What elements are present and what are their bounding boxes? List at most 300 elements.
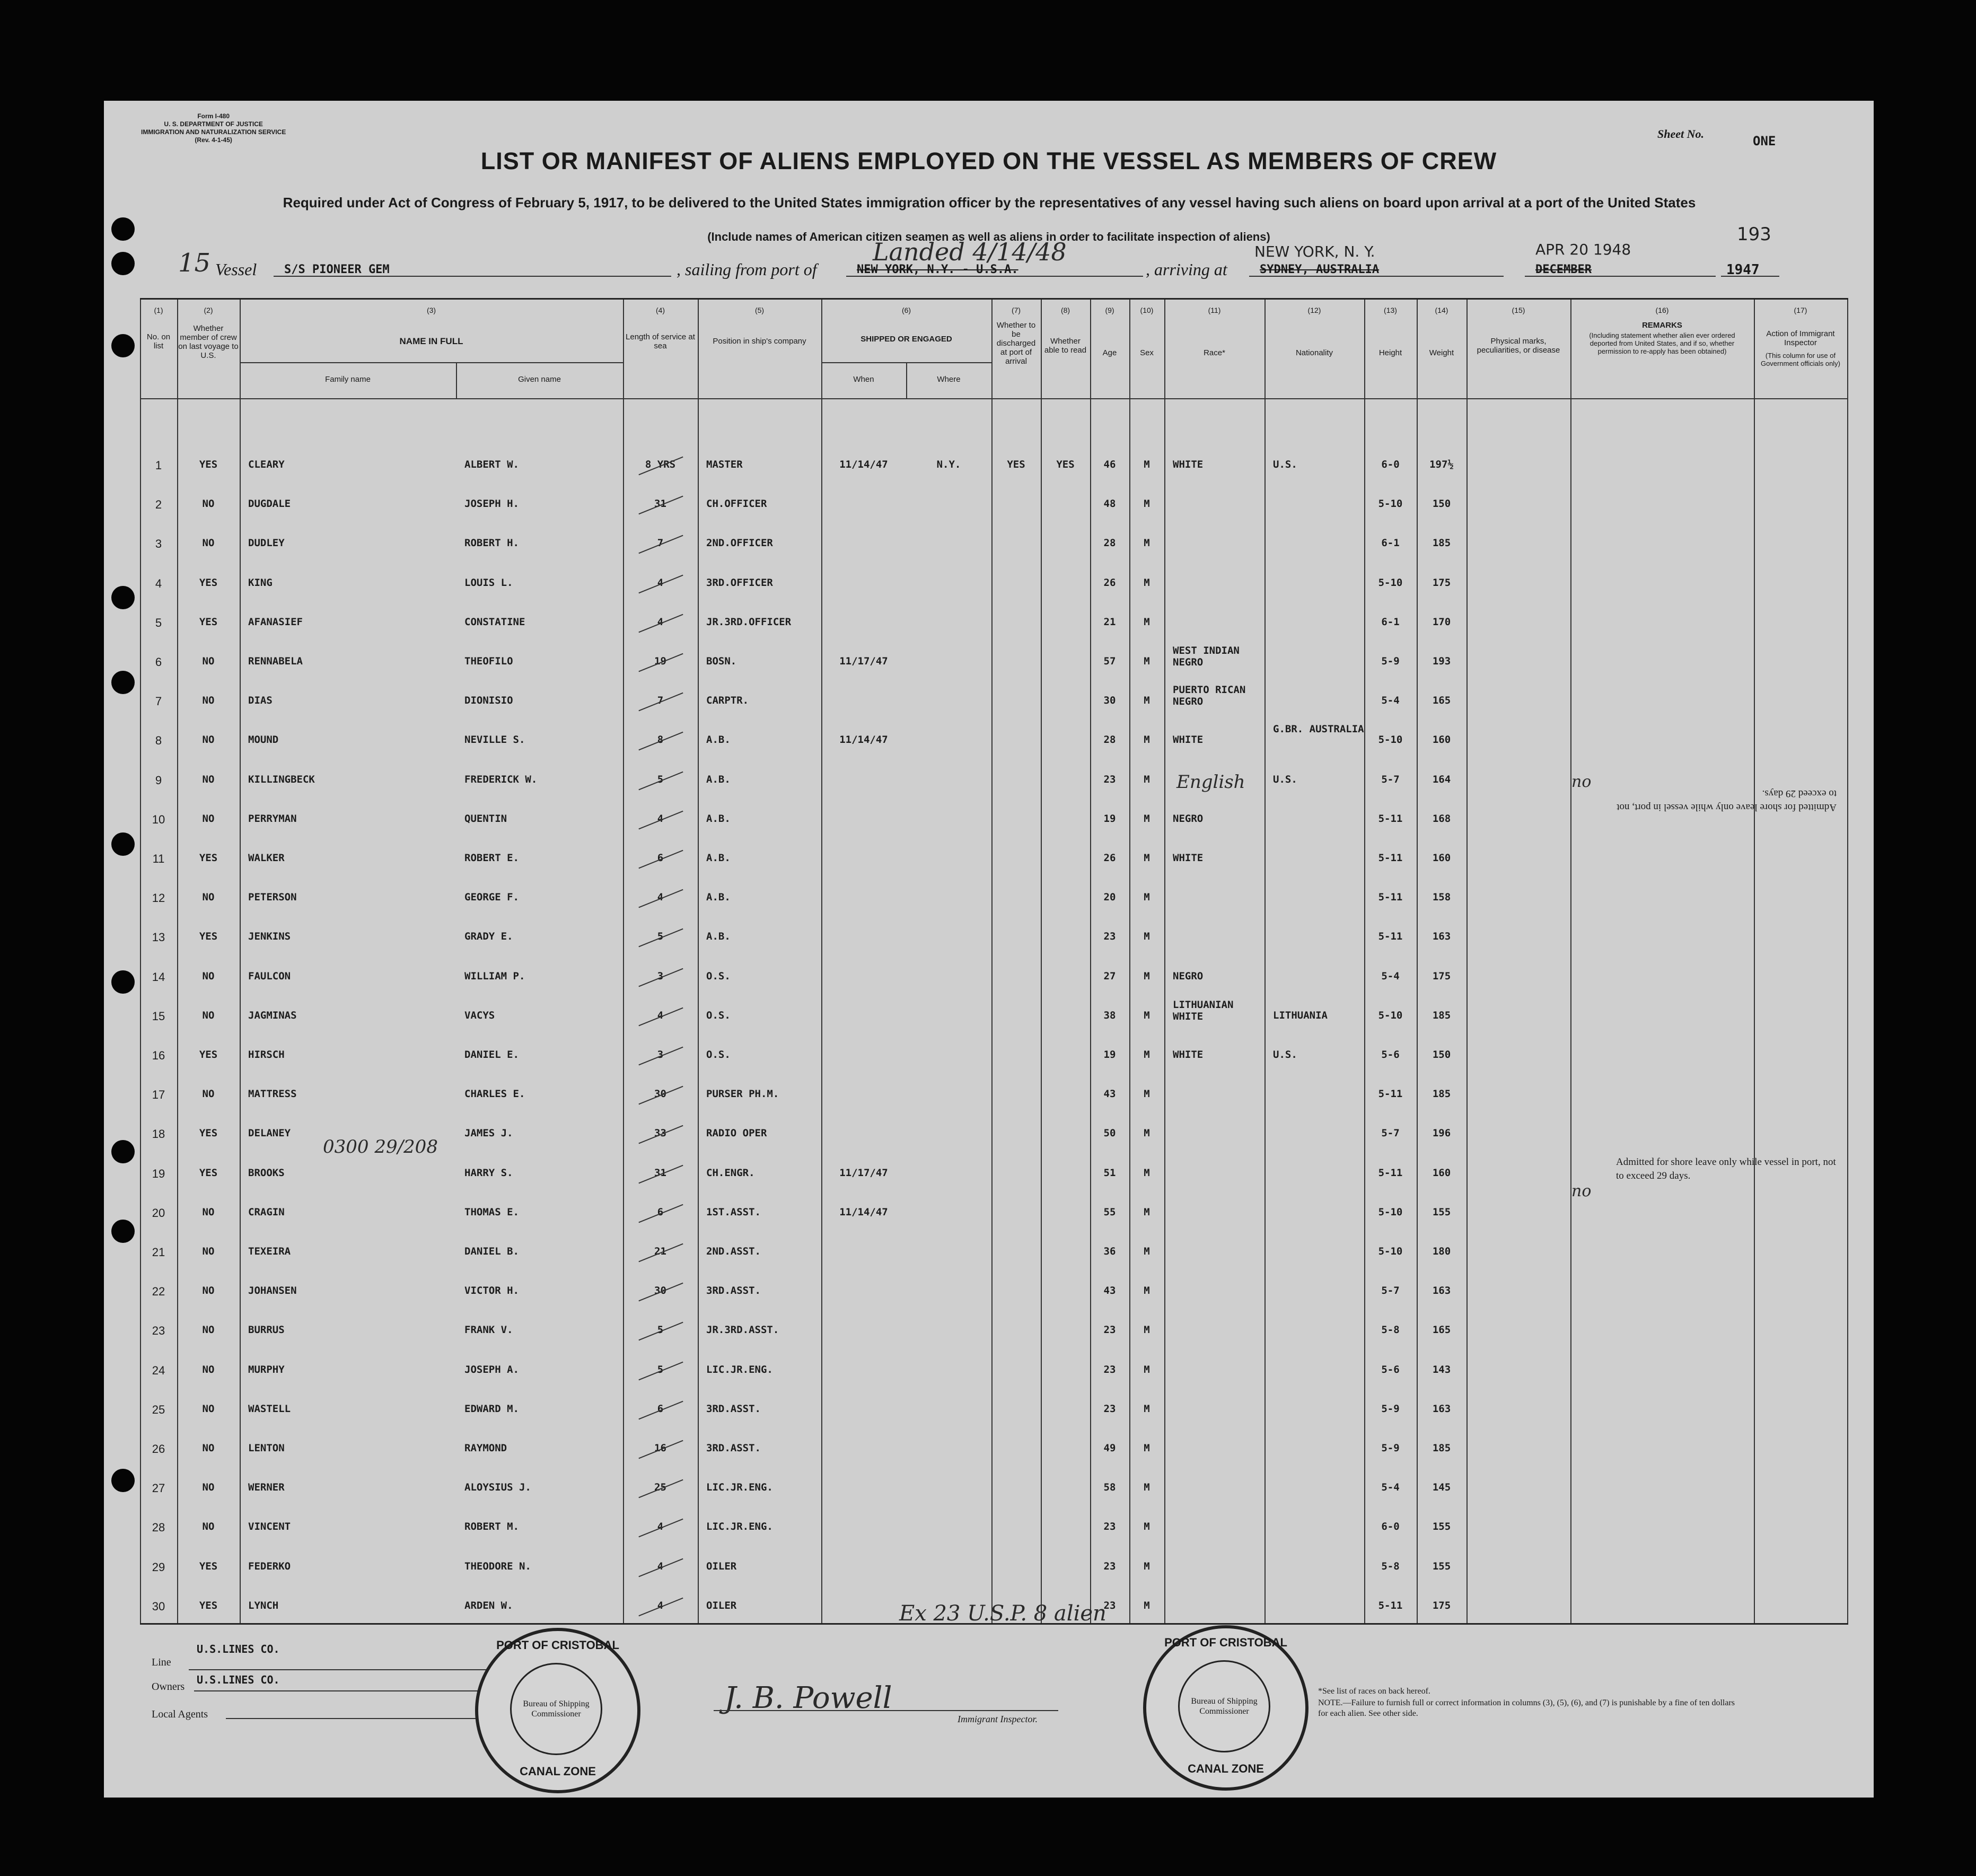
cell-weight: 155 — [1432, 1560, 1451, 1572]
cell-shipped-when: 11/14/47 — [839, 1206, 888, 1218]
table-row — [140, 1516, 1848, 1556]
table-row — [140, 769, 1848, 809]
cell-row-number: 14 — [152, 970, 165, 984]
col-header-service: Length of service at sea — [626, 332, 695, 350]
cell-height: 5-11 — [1378, 1088, 1403, 1100]
cell-row-number: 17 — [152, 1088, 165, 1102]
cell-row-number: 7 — [155, 695, 162, 708]
cell-age: 36 — [1103, 1246, 1116, 1257]
cell-weight: 193 — [1432, 655, 1451, 667]
punch-hole — [111, 671, 135, 694]
cell-given-name: ALOYSIUS J. — [464, 1481, 531, 1494]
cell-height: 5-11 — [1378, 931, 1403, 943]
inspector-action-mirrored: Admitted for shore leave only while vessel in port, not to exceed 29 days. — [1617, 788, 1837, 813]
owners-value: U.S.LINES CO. — [197, 1673, 280, 1686]
cell-weight: 185 — [1432, 1088, 1451, 1100]
col-14-number: (14) — [1435, 306, 1448, 314]
cell-family-name: BURRUS — [248, 1324, 285, 1336]
cell-sex: M — [1144, 1206, 1150, 1218]
vessel-label: Vessel — [215, 260, 257, 279]
landed-handwritten-note: Landed 4/14/48 — [873, 238, 1067, 266]
cell-given-name: VICTOR H. — [464, 1285, 519, 1297]
page-stamp-number: 193 — [1737, 224, 1771, 245]
cell-age: 21 — [1103, 616, 1116, 628]
col-header-remarks: REMARKS — [1642, 321, 1682, 330]
cell-service-length: 4 — [657, 576, 664, 589]
cell-age: 46 — [1103, 459, 1116, 470]
cell-service-length: 21 — [654, 1246, 666, 1257]
voyage-mark: 15 — [178, 248, 211, 278]
cell-nationality: U.S. — [1273, 1049, 1297, 1060]
penalty-note: NOTE.—Failure to furnish full or correct information in columns (3), (5), (6), and (7) is punishable by a fine of ten dollars for each alien. See other side. — [1318, 1698, 1735, 1718]
inspector-signature: J. B. Powell — [724, 1681, 892, 1715]
cell-sex: M — [1144, 616, 1150, 628]
cell-family-name: FAULCON — [248, 970, 291, 982]
cell-nationality: G.BR. AUSTRALIA — [1273, 723, 1364, 735]
table-row — [140, 926, 1848, 966]
cell-row-number: 18 — [152, 1127, 165, 1141]
col-header-name: NAME IN FULL — [399, 336, 463, 346]
cell-row-number: 11 — [152, 852, 165, 865]
cell-height: 5-4 — [1381, 1481, 1400, 1494]
punch-hole — [111, 334, 135, 357]
cell-given-name: VACYS — [464, 1009, 495, 1021]
cell-previous-voyage: YES — [199, 616, 218, 628]
cell-service-length: 16 — [654, 1442, 666, 1454]
cell-weight: 175 — [1432, 970, 1451, 982]
stamp-date: APR 20 1948 — [1535, 241, 1631, 258]
cell-previous-voyage: NO — [202, 1442, 215, 1454]
cell-age: 43 — [1103, 1088, 1116, 1100]
cell-row-number: 9 — [155, 773, 162, 787]
cell-family-name: PETERSON — [248, 891, 297, 904]
cell-previous-voyage: YES — [199, 1599, 218, 1611]
cell-previous-voyage: YES — [199, 852, 218, 864]
cell-sex: M — [1144, 498, 1150, 510]
table-row — [140, 1556, 1848, 1596]
cell-row-number: 3 — [155, 537, 162, 551]
cell-sex: M — [1144, 852, 1150, 864]
cell-position: A.B. — [706, 773, 731, 785]
cell-weight: 150 — [1432, 1049, 1451, 1060]
cell-height: 5-9 — [1381, 1442, 1400, 1454]
cell-age: 23 — [1103, 773, 1116, 785]
inspector-label: Immigrant Inspector. — [958, 1714, 1038, 1724]
col-header-shipped: SHIPPED OR ENGAGED — [860, 335, 952, 344]
cell-service-length: 31 — [654, 498, 666, 510]
cell-row-number: 27 — [152, 1481, 165, 1495]
table-row — [140, 533, 1848, 572]
arrival-month: DECEMBER — [1535, 263, 1592, 276]
col-1-number: (1) — [154, 306, 163, 314]
cell-height: 5-11 — [1378, 1167, 1403, 1179]
cell-service-length: 33 — [654, 1127, 666, 1139]
cell-sex: M — [1144, 1049, 1150, 1060]
cell-sex: M — [1144, 1599, 1150, 1611]
cell-position: A.B. — [706, 734, 731, 746]
cell-family-name: DUGDALE — [248, 498, 291, 510]
remark-row-15: no — [1571, 1182, 1592, 1200]
cell-height: 6-0 — [1381, 1521, 1400, 1533]
arrival-year: 1947 — [1726, 262, 1760, 278]
cell-row-number: 15 — [152, 1009, 165, 1023]
cell-given-name: THOMAS E. — [464, 1206, 519, 1218]
cell-weight: 170 — [1432, 616, 1451, 628]
cell-given-name: THEOFILO — [464, 655, 513, 667]
races-note: *See list of races on back hereof. — [1318, 1687, 1430, 1696]
cell-given-name: FRANK V. — [464, 1324, 513, 1336]
cell-given-name: ROBERT E. — [464, 852, 519, 864]
table-row — [140, 966, 1848, 1005]
cell-previous-voyage: NO — [202, 498, 215, 510]
cell-service-length: 6 — [657, 1206, 664, 1218]
cell-age: 20 — [1103, 891, 1116, 904]
col-header-remarks-note: (Including statement whether alien ever ordered deported from United States, and if so, whether permission to re-apply has been obtained) — [1589, 331, 1735, 355]
cell-family-name: HIRSCH — [248, 1049, 285, 1060]
cell-service-length: 4 — [657, 616, 664, 628]
col-header-height: Height — [1378, 348, 1402, 357]
cell-family-name: LYNCH — [248, 1599, 279, 1611]
cell-row-number: 10 — [152, 812, 165, 826]
cell-position: A.B. — [706, 891, 731, 904]
cell-position: O.S. — [706, 970, 731, 982]
punch-hole — [111, 1220, 135, 1243]
cell-weight: 197½ — [1429, 459, 1454, 470]
cell-position: 1ST.ASST. — [706, 1206, 761, 1218]
cell-age: 28 — [1103, 537, 1116, 549]
cell-sex: M — [1144, 655, 1150, 667]
cell-given-name: GRADY E. — [464, 931, 513, 943]
cell-weight: 185 — [1432, 1009, 1451, 1021]
cell-previous-voyage: NO — [202, 812, 215, 825]
cell-given-name: FREDERICK W. — [464, 773, 538, 785]
cell-age: 26 — [1103, 852, 1116, 864]
cell-family-name: TEXEIRA — [248, 1246, 291, 1257]
cell-position: 3RD.OFFICER — [706, 576, 773, 589]
cell-family-name: WASTELL — [248, 1402, 291, 1415]
cell-race: NEGRO — [1173, 970, 1204, 982]
cell-age: 23 — [1103, 1402, 1116, 1415]
col-header-when: When — [853, 375, 874, 384]
table-row — [140, 684, 1848, 730]
cell-given-name: JOSEPH H. — [464, 498, 519, 510]
cell-age: 23 — [1103, 1521, 1116, 1533]
cell-row-number: 6 — [155, 655, 162, 669]
owners-label: Owners — [152, 1681, 185, 1693]
col-12-number: (12) — [1307, 306, 1321, 314]
cell-row-number: 12 — [152, 891, 165, 905]
cell-weight: 175 — [1432, 576, 1451, 589]
cell-position: O.S. — [706, 1009, 731, 1021]
cell-age: 50 — [1103, 1127, 1116, 1139]
cell-sex: M — [1144, 1246, 1150, 1257]
cell-service-length: 25 — [654, 1481, 666, 1494]
table-row — [140, 1438, 1848, 1477]
cell-previous-voyage: NO — [202, 1246, 215, 1257]
cell-sex: M — [1144, 1363, 1150, 1375]
seal-center-text: Bureau of Shipping Commissioner — [1178, 1660, 1270, 1752]
cell-weight: 150 — [1432, 498, 1451, 510]
col-7-number: (7) — [1011, 306, 1021, 314]
cell-position: RADIO OPER — [706, 1127, 767, 1139]
sailing-label: , sailing from port of — [677, 260, 817, 279]
cell-weight: 175 — [1432, 1599, 1451, 1611]
seal-top-text: PORT OF CRISTOBAL — [496, 1638, 619, 1652]
cell-height: 5-8 — [1381, 1560, 1400, 1572]
cell-row-number: 1 — [155, 459, 162, 472]
crew-table — [140, 298, 1848, 1625]
cell-position: O.S. — [706, 1049, 731, 1060]
cell-given-name: GEORGE F. — [464, 891, 519, 904]
cell-previous-voyage: NO — [202, 773, 215, 785]
cell-sex: M — [1144, 812, 1150, 825]
cell-age: 28 — [1103, 734, 1116, 746]
cell-height: 5-6 — [1381, 1049, 1400, 1060]
cell-given-name: ARDEN W. — [464, 1599, 513, 1611]
table-row — [140, 1360, 1848, 1399]
cell-previous-voyage: YES — [199, 1049, 218, 1060]
cell-family-name: JOHANSEN — [248, 1285, 297, 1297]
cell-position: 3RD.ASST. — [706, 1285, 761, 1297]
cell-age: 23 — [1103, 1599, 1116, 1611]
cell-position: 3RD.ASST. — [706, 1442, 761, 1454]
punch-hole — [111, 832, 135, 856]
cell-position: A.B. — [706, 931, 731, 943]
page-title: LIST OR MANIFEST OF ALIENS EMPLOYED ON THE VESSEL AS MEMBERS OF CREW — [480, 147, 1497, 174]
cell-given-name: ROBERT H. — [464, 537, 519, 549]
cell-row-number: 23 — [152, 1324, 165, 1338]
cell-position: MASTER — [706, 459, 743, 470]
cell-race: WEST INDIAN NEGRO — [1173, 645, 1240, 668]
cell-family-name: KILLINGBECK — [248, 773, 315, 785]
remark-row-8: no — [1571, 773, 1592, 791]
col-header-race: Race* — [1204, 348, 1225, 357]
cell-age: 58 — [1103, 1481, 1116, 1494]
cell-height: 5-10 — [1378, 498, 1403, 510]
table-row — [140, 494, 1848, 533]
col-3-number: (3) — [426, 306, 436, 314]
cell-given-name: EDWARD M. — [464, 1402, 519, 1415]
cell-previous-voyage: NO — [202, 1481, 215, 1494]
cell-position: 2ND.OFFICER — [706, 537, 773, 549]
cell-service-length: 6 — [657, 852, 664, 864]
cell-family-name: RENNABELA — [248, 655, 303, 667]
cell-service-length: 7 — [657, 695, 664, 707]
cell-able-to-read: YES — [1056, 459, 1075, 470]
cell-service-length: 19 — [654, 655, 666, 667]
cell-weight: 145 — [1432, 1481, 1451, 1494]
cell-previous-voyage: YES — [199, 576, 218, 589]
col-header-position: Position in ship's company — [713, 337, 806, 346]
cell-family-name: WALKER — [248, 852, 285, 864]
table-row — [140, 1281, 1848, 1320]
cell-sex: M — [1144, 1481, 1150, 1494]
cell-weight: 165 — [1432, 695, 1451, 707]
cell-service-length: 4 — [657, 812, 664, 825]
cell-height: 5-11 — [1378, 852, 1403, 864]
cell-age: 19 — [1103, 1049, 1116, 1060]
cell-service-length: 4 — [657, 891, 664, 904]
cell-row-number: 28 — [152, 1521, 165, 1535]
col-header-action: Action of Immigrant Inspector — [1766, 329, 1835, 347]
cell-age: 23 — [1103, 1324, 1116, 1336]
cell-row-number: 5 — [155, 616, 162, 629]
col-header-weight: Weight — [1429, 348, 1454, 357]
cell-age: 48 — [1103, 498, 1116, 510]
col-9-number: (9) — [1105, 306, 1114, 314]
inspector-action-row-15: Admitted for shore leave only while vessel in port, not to exceed 29 days. — [1616, 1156, 1836, 1181]
cell-family-name: BROOKS — [248, 1167, 285, 1179]
department-name: U. S. DEPARTMENT OF JUSTICE — [164, 120, 263, 128]
cell-weight: 160 — [1432, 852, 1451, 864]
cell-weight: 155 — [1432, 1206, 1451, 1218]
cell-service-length: 4 — [657, 1560, 664, 1572]
punch-hole — [111, 586, 135, 609]
cell-row-number: 22 — [152, 1285, 165, 1299]
cell-age: 43 — [1103, 1285, 1116, 1297]
cell-previous-voyage: NO — [202, 734, 215, 746]
cell-position: LIC.JR.ENG. — [706, 1521, 773, 1533]
table-row — [140, 848, 1848, 887]
cell-position: PURSER PH.M. — [706, 1088, 779, 1100]
cell-height: 5-11 — [1378, 891, 1403, 904]
cell-service-length: 3 — [657, 970, 664, 982]
col-header-nationality: Nationality — [1295, 348, 1333, 357]
cell-family-name: DUDLEY — [248, 537, 285, 549]
col-5-number: (5) — [754, 306, 765, 314]
cell-race: NEGRO — [1173, 812, 1204, 825]
cell-weight: 163 — [1432, 1402, 1451, 1415]
cell-height: 5-10 — [1378, 1246, 1403, 1257]
file-number-note: 0300 29/208 — [323, 1136, 438, 1158]
cell-previous-voyage: YES — [199, 459, 218, 470]
cell-sex: M — [1144, 734, 1150, 746]
cell-previous-voyage: NO — [202, 970, 215, 982]
col-header-where: Where — [937, 375, 961, 384]
cell-family-name: CLEARY — [248, 459, 285, 470]
cell-service-length: 30 — [654, 1285, 666, 1297]
cell-position: LIC.JR.ENG. — [706, 1481, 773, 1494]
cell-given-name: ALBERT W. — [464, 459, 519, 470]
cell-height: 5-4 — [1381, 695, 1400, 707]
col-2-number: (2) — [204, 306, 213, 314]
cell-position: CARPTR. — [706, 695, 749, 707]
arriving-label: , arriving at — [1146, 260, 1227, 279]
cell-nationality: U.S. — [1273, 459, 1297, 470]
cell-race: WHITE — [1173, 459, 1204, 470]
table-row — [140, 645, 1848, 690]
table-row — [140, 998, 1848, 1045]
cell-service-length: 4 — [657, 1009, 664, 1021]
cell-weight: 163 — [1432, 931, 1451, 943]
cell-previous-voyage: NO — [202, 891, 215, 904]
cell-age: 30 — [1103, 695, 1116, 707]
cell-previous-voyage: NO — [202, 1521, 215, 1533]
cell-sex: M — [1144, 891, 1150, 904]
cell-height: 5-8 — [1381, 1324, 1400, 1336]
cell-family-name: DIAS — [248, 695, 273, 707]
cell-previous-voyage: NO — [202, 1402, 215, 1415]
cristobal-seal — [475, 1628, 640, 1793]
cell-family-name: CRAGIN — [248, 1206, 285, 1218]
punch-hole — [111, 970, 135, 994]
table-row — [140, 1163, 1848, 1202]
col-header-prev-voyage: Whether member of crew on last voyage to U.S. — [178, 324, 239, 360]
cell-service-length: 7 — [657, 537, 664, 549]
col-header-age: Age — [1102, 348, 1117, 357]
cell-service-length: 4 — [657, 1599, 664, 1611]
cell-given-name: ROBERT M. — [464, 1521, 519, 1533]
cell-family-name: JENKINS — [248, 931, 291, 943]
cell-shipped-when: 11/17/47 — [839, 655, 888, 667]
cell-shipped-where: N.Y. — [936, 459, 961, 470]
cell-service-length: 5 — [657, 1363, 664, 1375]
col-header-no: No. on list — [146, 332, 171, 350]
cell-family-name: LENTON — [248, 1442, 285, 1454]
col-11-number: (11) — [1208, 306, 1221, 314]
punch-hole — [111, 252, 135, 275]
cell-sex: M — [1144, 576, 1150, 589]
arriving-at-port: SYDNEY, AUSTRALIA — [1260, 263, 1380, 276]
form-number: Form I-480 — [197, 112, 230, 120]
sheet-number-label: Sheet No. — [1657, 127, 1704, 141]
cell-service-length: 30 — [654, 1088, 666, 1100]
cell-weight: 180 — [1432, 1246, 1451, 1257]
page-subtitle: Required under Act of Congress of February 5, 1917, to be delivered to the United States immigration officer by the representatives of any vessel having such aliens on board upon arrival at a port of the United States — [283, 195, 1696, 211]
col-header-given-name: Given name — [518, 375, 561, 384]
cell-family-name: VINCENT — [248, 1521, 291, 1533]
handwritten-race-note: English — [1176, 772, 1245, 793]
cell-shipped-when: 11/17/47 — [839, 1167, 888, 1179]
cell-sex: M — [1144, 1167, 1150, 1179]
cell-height: 5-7 — [1381, 1127, 1400, 1139]
cell-given-name: JOSEPH A. — [464, 1363, 519, 1375]
col-header-family-name: Family name — [325, 375, 371, 384]
table-row — [140, 1202, 1848, 1241]
cell-position: 2ND.ASST. — [706, 1246, 761, 1257]
cell-position: OILER — [706, 1599, 737, 1611]
cell-service-length: 3 — [657, 1049, 664, 1060]
table-row — [140, 1320, 1848, 1359]
cell-previous-voyage: YES — [199, 1560, 218, 1572]
cell-weight: 185 — [1432, 537, 1451, 549]
cell-family-name: MATTRESS — [248, 1088, 297, 1100]
col-16-number: (16) — [1655, 306, 1669, 314]
cell-sex: M — [1144, 459, 1150, 470]
cell-previous-voyage: NO — [202, 1009, 215, 1021]
cell-height: 5-10 — [1378, 734, 1403, 746]
form-identifier — [141, 112, 286, 144]
table-row — [140, 1241, 1848, 1281]
cell-given-name: CHARLES E. — [464, 1088, 525, 1100]
cell-position: JR.3RD.ASST. — [706, 1324, 779, 1336]
cell-nationality: LITHUANIA — [1273, 1009, 1328, 1021]
cell-weight: 185 — [1432, 1442, 1451, 1454]
cell-height: 6-1 — [1381, 616, 1400, 628]
cell-service-length: 4 — [657, 1521, 664, 1533]
cell-age: 51 — [1103, 1167, 1116, 1179]
footer-handwritten-note: Ex 23 U.S.P. 8 alien — [899, 1601, 1106, 1626]
cell-sex: M — [1144, 1521, 1150, 1533]
sheet-number-value: ONE — [1753, 134, 1776, 148]
table-row — [140, 612, 1848, 651]
cell-previous-voyage: NO — [202, 655, 215, 667]
cell-height: 5-9 — [1381, 655, 1400, 667]
cell-age: 19 — [1103, 812, 1116, 825]
cell-age: 49 — [1103, 1442, 1116, 1454]
cell-sex: M — [1144, 1402, 1150, 1415]
cell-service-length: 5 — [657, 1324, 664, 1336]
